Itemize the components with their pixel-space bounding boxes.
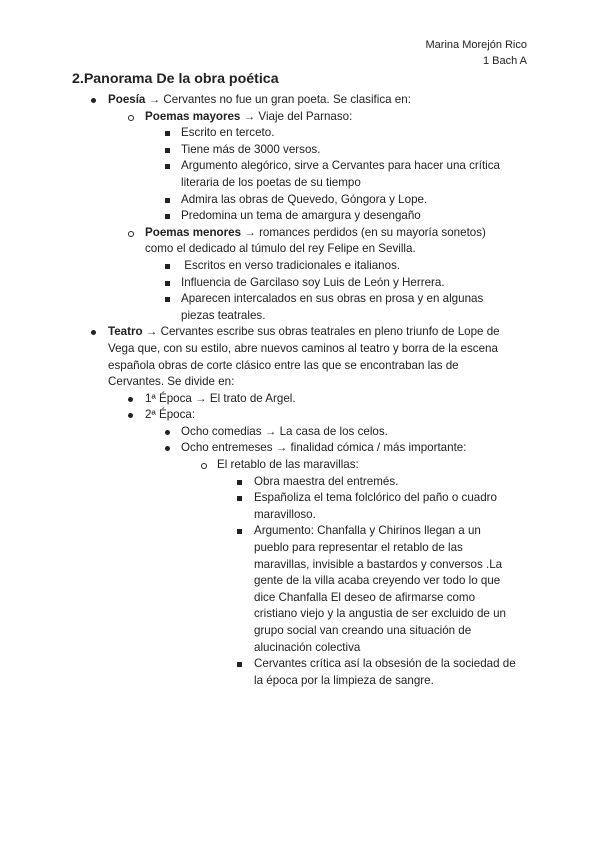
list-item-text-continued: la época por la limpieza de sangre.: [254, 673, 434, 687]
list-item-text-continued: alucinación colectiva: [254, 640, 361, 654]
list-item: [181, 125, 600, 142]
square-bullet-icon: [165, 297, 170, 302]
list-item: [181, 142, 600, 159]
entremeses-text: Ocho entremeses → finalidad cómica / más importante:: [181, 441, 467, 455]
square-bullet-icon: [165, 131, 170, 136]
list-item-text: Tiene más de 3000 versos.: [181, 142, 321, 156]
square-bullet-icon: [165, 214, 170, 219]
circle-bullet-icon: [128, 231, 134, 237]
list-item-epoca-2: [145, 407, 600, 424]
list-item-comedias: [181, 424, 600, 441]
list-item-text-continued: cristiano viejo y la angustia de ser excluido de un: [254, 607, 506, 621]
list-item-text-continued: grupo social van creando una situación de: [254, 624, 472, 637]
teatro-label: Teatro: [108, 325, 143, 339]
square-bullet-icon: [165, 281, 170, 286]
disc-bullet-icon: [165, 430, 170, 435]
list-item-poemas-mayores: [145, 109, 600, 126]
menores-label: Poemas menores: [145, 225, 242, 239]
teatro-text-continued: Vega que, con su estilo, abre nuevos caminos al teatro y borra de la escena: [108, 341, 498, 355]
list-item-text-continued: maravilloso.: [254, 507, 316, 521]
list-item-text-continued: piezas teatrales.: [181, 308, 266, 322]
square-bullet-icon: [165, 198, 170, 203]
disc-bullet-icon: [128, 413, 133, 418]
list-item-text: Escritos en verso tradicionales e italianos.: [181, 258, 401, 272]
list-item: [254, 656, 600, 689]
list-item-text: Argumento: Chanfalla y Chirinos llegan a un: [254, 524, 481, 538]
list-item: [181, 275, 600, 292]
list-item-text-continued: gente de la villa acaba creyendo ver todo lo que: [254, 574, 501, 588]
retablo-text: El retablo de las maravillas:: [217, 458, 359, 472]
list-item-text: Aparecen intercalados en sus obras en prosa y en algunas: [181, 292, 484, 306]
list-item: [181, 258, 600, 275]
square-bullet-icon: [165, 148, 170, 153]
square-bullet-icon: [237, 529, 242, 534]
list-item-retablo: [217, 457, 600, 474]
square-bullet-icon: [237, 662, 242, 667]
disc-bullet-icon: [165, 446, 170, 451]
list-item: [254, 474, 600, 491]
comedias-text: Ocho comedias → La casa de los celos.: [181, 424, 388, 438]
list-item: [181, 291, 600, 324]
list-item-text-continued: dice Chanfalla El deseo de afirmarse como: [254, 590, 476, 604]
list-item-teatro: [108, 324, 600, 390]
poesia-text: → Cervantes no fue un gran poeta. Se clasifica en:: [145, 93, 411, 106]
square-bullet-icon: [237, 480, 242, 485]
circle-bullet-icon: [201, 463, 207, 469]
list-item-text: Escrito en terceto.: [181, 126, 275, 140]
list-item-argumento: [254, 523, 600, 656]
disc-bullet-icon: [91, 98, 96, 103]
list-item-text: Cervantes crítica así la obsesión de la sociedad de: [254, 657, 516, 671]
mayores-label: Poemas mayores: [145, 109, 241, 123]
teatro-text-continued: española obras de corte clásico entre las que se encontraban las de: [108, 358, 459, 372]
list-item-text-continued: pueblo para representar el retablo de las: [254, 541, 463, 555]
teatro-text-continued: Cervantes. Se divide en:: [108, 375, 235, 389]
epoca-2-text: 2ª Época:: [145, 408, 196, 422]
list-item-text: Admira las obras de Quevedo, Góngora y Lope.: [181, 192, 428, 206]
list-item: [181, 192, 600, 209]
poesia-label: Poesía: [108, 93, 146, 106]
author-name: Marina Morejón Rico: [425, 39, 527, 51]
list-item-text: Obra maestra del entremés.: [254, 474, 399, 488]
mayores-text: → Viaje del Parnaso:: [240, 109, 353, 123]
menores-text-continued: como el dedicado al túmulo del rey Felipe en Sevilla.: [145, 242, 416, 256]
list-item-text: Argumento alegórico, sirve a Cervantes para hacer una crítica: [181, 159, 500, 173]
section-title: 2.Panorama De la obra poética: [72, 71, 279, 87]
list-item-text: Influencia de Garcilaso soy Luis de León y Herrera.: [181, 275, 445, 289]
disc-bullet-icon: [91, 330, 96, 335]
square-bullet-icon: [237, 496, 242, 501]
list-item-text: Predomina un tema de amargura y desengaño: [181, 209, 421, 223]
list-item-text-continued: literaria de los poetas de su tiempo: [181, 175, 361, 189]
circle-bullet-icon: [128, 115, 134, 121]
document-body: [0, 92, 600, 689]
list-item-text-continued: maravillas, invisible a bastardos y conversos .La: [254, 557, 503, 571]
list-item-poemas-menores: [145, 225, 600, 258]
square-bullet-icon: [165, 164, 170, 169]
list-item-poesia: [108, 92, 600, 109]
list-item: [181, 158, 600, 191]
list-item: [254, 490, 600, 523]
document-header: [426, 38, 527, 69]
teatro-text: → Cervantes escribe sus obras teatrales en pleno triunfo de Lope de: [142, 325, 500, 339]
list-item-entremeses: [181, 440, 600, 457]
class-name: 1 Bach A: [482, 54, 527, 67]
list-item: [181, 208, 600, 225]
menores-text: → romances perdidos (en su mayoría sonetos): [241, 225, 486, 239]
list-item-epoca-1: [145, 391, 600, 408]
square-bullet-icon: [165, 264, 170, 269]
list-item-text: Españoliza el tema folclórico del paño o cuadro: [254, 491, 497, 505]
disc-bullet-icon: [128, 397, 133, 402]
epoca-1-text: 1ª Época → El trato de Argel.: [145, 391, 296, 405]
